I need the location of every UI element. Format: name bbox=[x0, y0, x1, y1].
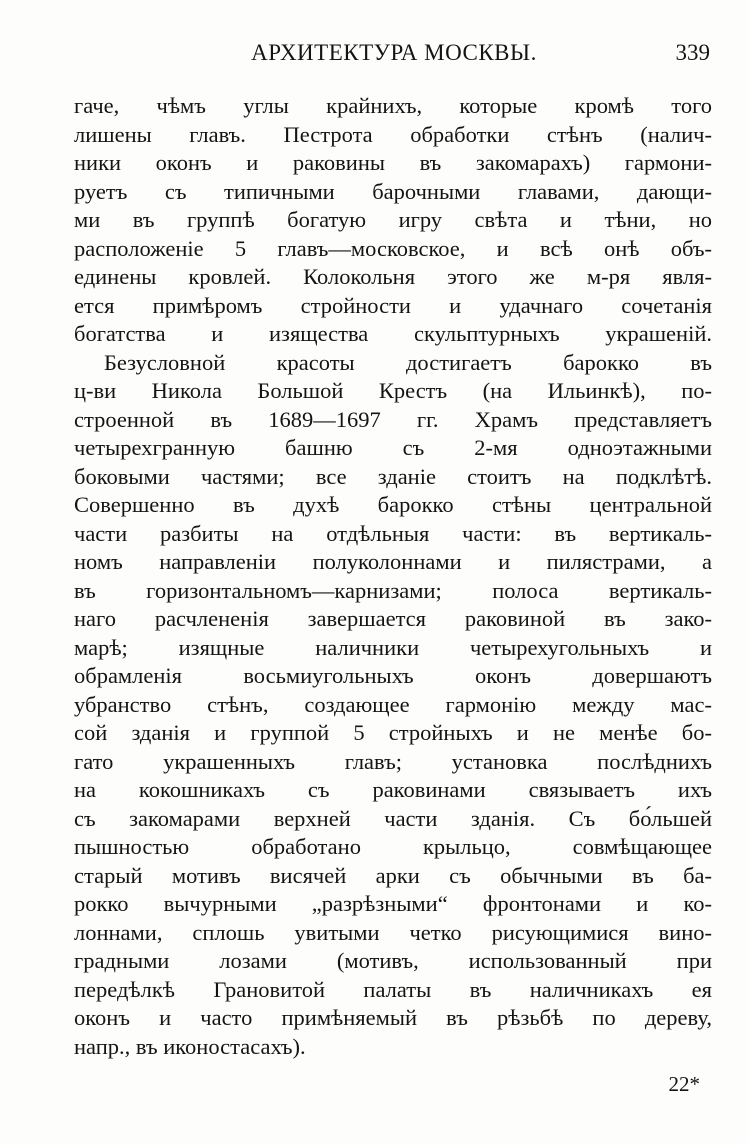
text-line: гаче, чѣмъ углы крайнихъ, которые кромѣ того bbox=[74, 93, 712, 118]
paragraph-first-line: Безусловной красоты достигаетъ барокко въ bbox=[104, 349, 712, 375]
text-line: оконъ и часто примѣняемый въ рѣзьбѣ по дереву, bbox=[74, 1005, 712, 1030]
text-line: убранство стѣнъ, создающее гармонiю между мас- bbox=[74, 691, 712, 717]
text-line: передѣлкѣ Грановитой палаты въ наличникахъ ея bbox=[74, 976, 712, 1002]
text-line: съ закомарами верхней части зданiя. Съ бо́льшей bbox=[74, 805, 712, 831]
text-line: наго расчлененiя завершается раковиной въ зако- bbox=[74, 606, 712, 631]
page-number: 339 bbox=[675, 40, 710, 65]
text-line: градными лозами (мотивъ, использованный при bbox=[74, 948, 712, 973]
text-line: въ горизонтальномъ—карнизами; полоса вертикаль- bbox=[74, 577, 712, 603]
text-line: Совершенно въ духѣ барокко стѣны центральной bbox=[74, 492, 712, 517]
text-line: пышностью обработано крыльцо, совмѣщающее bbox=[74, 834, 712, 859]
text-line: сой зданiя и группой 5 стройныхъ и не менѣе бо- bbox=[74, 720, 712, 745]
text-line: строенной въ 1689—1697 гг. Храмъ представляетъ bbox=[74, 406, 712, 432]
text-line: богатства и изящества скульптурныхъ украшенiй. bbox=[74, 321, 712, 346]
running-header bbox=[74, 40, 714, 76]
text-line: номъ направленiи полуколоннами и пилястрами, а bbox=[74, 549, 712, 574]
paragraph-last-line: напр., въ иконостасахъ). bbox=[74, 1033, 306, 1059]
text-line: обрамленiя восьмиугольныхъ оконъ довершаютъ bbox=[74, 663, 712, 688]
text-line: рокко вычурными „разрѣзными“ фронтонами и ко- bbox=[74, 891, 712, 916]
text-line: старый мотивъ висячей арки съ обычными въ ба- bbox=[74, 862, 712, 888]
printer-signature-mark: 22* bbox=[668, 1072, 700, 1096]
text-line: единены кровлей. Колокольня этого же м-ря явля- bbox=[74, 264, 712, 289]
text-line: ники оконъ и раковины въ закомарахъ) гармони- bbox=[74, 150, 712, 175]
body-text bbox=[74, 92, 712, 1061]
text-line: на кокошникахъ съ раковинами связываетъ ихъ bbox=[74, 777, 712, 802]
text-line: ми въ группѣ богатую игру свѣта и тѣни, но bbox=[74, 207, 712, 232]
text-line: части разбиты на отдѣльныя части: въ вертикаль- bbox=[74, 520, 712, 546]
text-line: марѣ; изящные наличники четырехугольныхъ и bbox=[74, 634, 712, 660]
text-line: лоннами, сплошь увитыми четко рисующимися вино- bbox=[74, 919, 712, 945]
text-line: руетъ съ типичными барочными главами, дающи- bbox=[74, 178, 712, 204]
text-line: боковыми частями; все зданiе стоитъ на подклѣтѣ. bbox=[74, 463, 712, 489]
text-line: четырехгранную башню съ 2-мя одноэтажными bbox=[74, 435, 712, 460]
text-line: ц-ви Никола Большой Крестъ (на Ильинкѣ), по- bbox=[74, 378, 712, 403]
running-title: АРХИТЕКТУРА МОСКВЫ. bbox=[251, 40, 537, 65]
text-line: ется примѣромъ стройности и удачнаго сочетанiя bbox=[74, 292, 712, 318]
text-line: расположенiе 5 главъ—московское, и всѣ онѣ объ- bbox=[74, 235, 712, 261]
text-line: гато украшенныхъ главъ; установка послѣднихъ bbox=[74, 748, 712, 774]
text-line: лишены главъ. Пестрота обработки стѣнъ (налич- bbox=[74, 121, 712, 147]
